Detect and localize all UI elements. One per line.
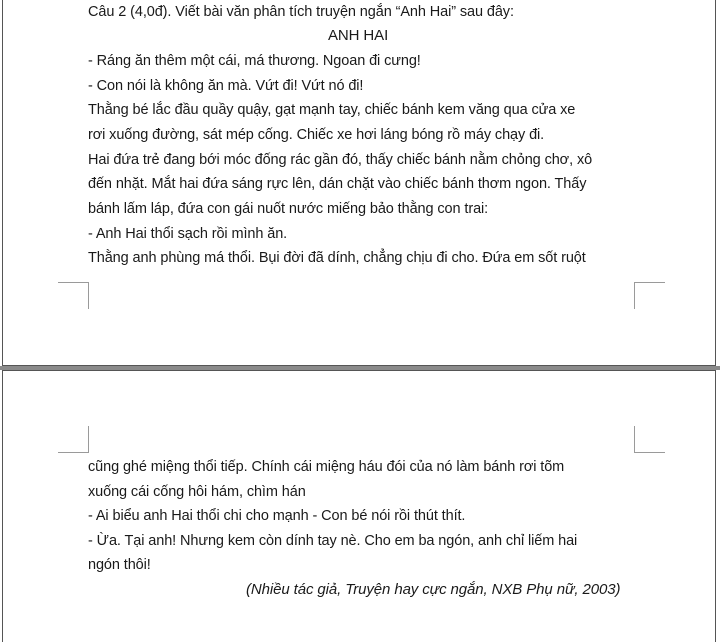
story-title: ANH HAI: [328, 27, 389, 44]
crop-mark-top-left: [58, 426, 89, 453]
story-line: bánh lấm láp, đứa con gái nuốt nước miếng bảo thằng con trai:: [88, 201, 489, 217]
story-line: - Ai biểu anh Hai thổi chi cho mạnh - Con bé nói rồi thút thít.: [88, 508, 466, 524]
source-citation: (Nhiều tác giả, Truyện hay cực ngắn, NXB Phụ nữ, 2003): [246, 581, 621, 598]
story-line: đến nhặt. Mắt hai đứa sáng rực lên, dán chặt vào chiếc bánh thơm ngon. Thấy: [88, 176, 587, 192]
document-page-2: [2, 370, 716, 642]
story-line: - Con nói là không ăn mà. Vứt đi! Vứt nó đi!: [88, 78, 364, 94]
story-line: xuống cái cống hôi hám, chìm hán: [88, 484, 306, 500]
story-line: rơi xuống đường, sát mép cống. Chiếc xe hơi láng bóng rồ máy chạy đi.: [88, 127, 545, 143]
story-line: - Anh Hai thổi sạch rồi mình ăn.: [88, 226, 288, 242]
story-line: Hai đứa trẻ đang bới móc đống rác gần đó, thấy chiếc bánh nằm chỏng chơ, xô: [88, 152, 593, 168]
crop-mark-top-right: [634, 426, 665, 453]
document-page-1: [2, 0, 716, 366]
question-heading: Câu 2 (4,0đ). Viết bài văn phân tích truyện ngắn “Anh Hai” sau đây:: [88, 4, 514, 20]
story-line: Thằng bé lắc đầu quầy quậy, gạt mạnh tay, chiếc bánh kem văng qua cửa xe: [88, 102, 576, 118]
story-line: - Ừa. Tại anh! Nhưng kem còn dính tay nè. Cho em ba ngón, anh chỉ liếm hai: [88, 533, 578, 549]
story-line: ngón thôi!: [88, 557, 151, 573]
story-line: - Ráng ăn thêm một cái, má thương. Ngoan đi cưng!: [88, 53, 421, 69]
story-line: Thằng anh phùng má thổi. Bụi đời đã dính, chẳng chịu đi cho. Đứa em sốt ruột: [88, 250, 586, 266]
crop-mark-bottom-left: [58, 282, 89, 309]
story-line: cũng ghé miệng thổi tiếp. Chính cái miệng háu đói của nó làm bánh rơi tõm: [88, 459, 565, 475]
crop-mark-bottom-right: [634, 282, 665, 309]
